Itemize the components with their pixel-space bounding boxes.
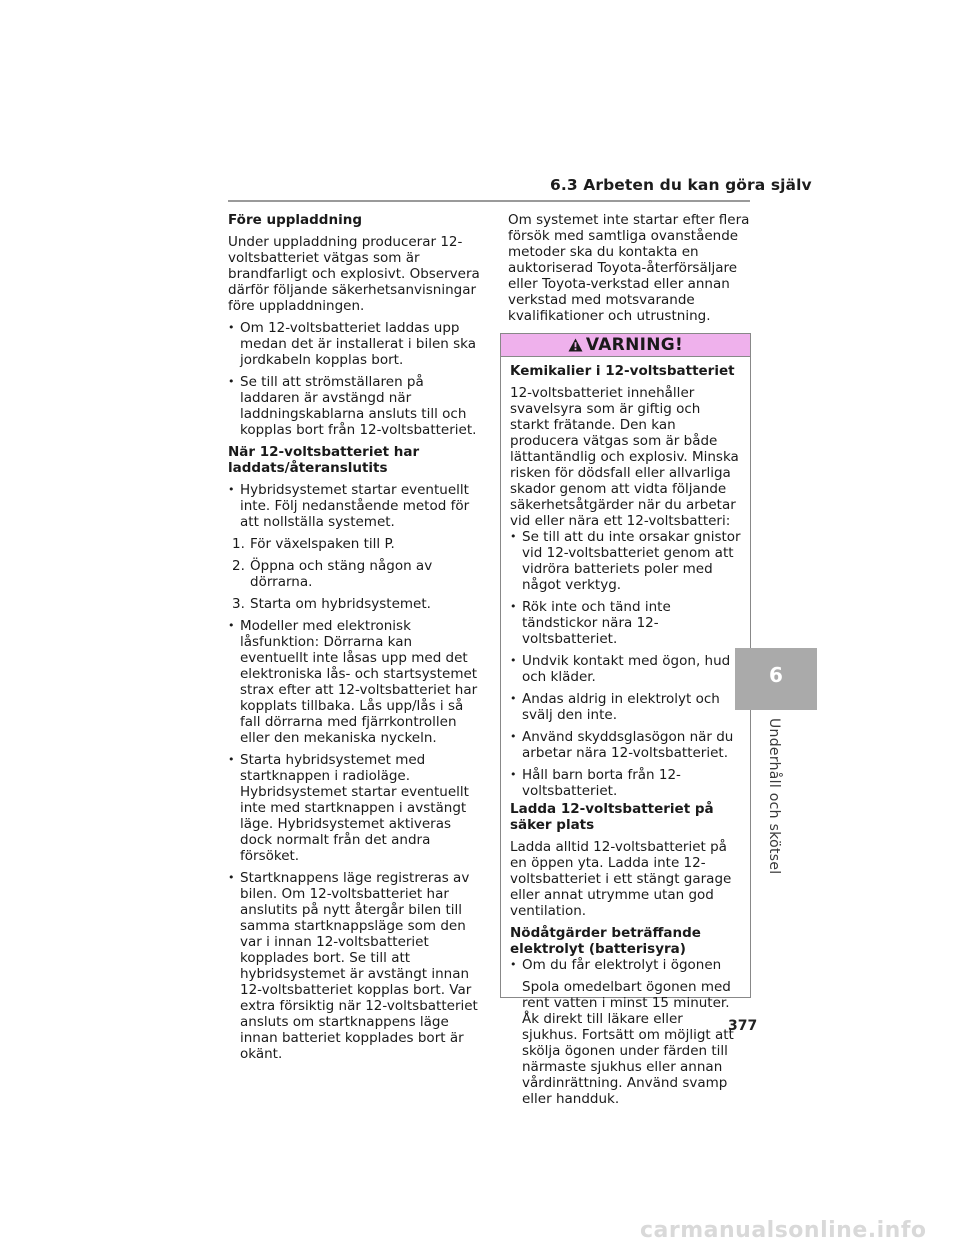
left-column: [228, 212, 480, 1068]
list-item: • Starta hybridsystemet med startknappen i radioläge. Hybridsystemet startar eventuellt inte med startknappen i avstängt läge. Hybridsystemet aktiveras dock normalt från det andra försöket.: [228, 752, 480, 864]
step-number: 1.: [232, 536, 245, 552]
list-item: • Andas aldrig in elektrolyt och svälj den inte.: [510, 691, 741, 723]
warning-title: VARNING!: [585, 335, 684, 355]
warning-heading-safe-place: Ladda 12-voltsbatteriet på säker plats: [510, 801, 714, 833]
list-item: • Startknappens läge registreras av bilen. Om 12-voltsbatteriet har anslutits på nytt återgår bilen till samma startknappsläge som den var i innan 12-voltsbatteriet kopplades bort. Se till att hybridsystemet är avstängt innan 12-voltsbatteriet kopplas bort. Var extra försiktig när 12-voltsbatteriet ansluts om startknappens läge innan batteriet kopplades bort är okänt.: [228, 870, 480, 1062]
warning-heading-emergency: Nödåtgärder beträffande elektrolyt (batterisyra): [510, 925, 701, 957]
page-number: 377: [728, 1018, 758, 1034]
list-item: • Undvik kontakt med ögon, hud och kläder.: [510, 653, 741, 685]
chapter-number: 6: [769, 663, 783, 687]
list-item: • Hybridsystemet startar eventuellt inte. Följ nedanstående metod för att nollställa systemet.: [228, 482, 480, 530]
step-text: Öppna och stäng någon av dörrarna.: [250, 558, 433, 590]
warning-paragraph: Ladda alltid 12-voltsbatteriet på en öppen yta. Ladda inte 12-voltsbatteriet i ett stängt garage eller annat utrymme utan god ventilation.: [510, 839, 732, 919]
list-item: • Rök inte och tänd inte tändstickor nära 12-voltsbatteriet.: [510, 599, 741, 647]
list-item: • Använd skyddsglasögon när du arbetar nära 12-voltsbatteriet.: [510, 729, 741, 761]
list-item: • Modeller med elektronisk låsfunktion: Dörrarna kan eventuellt inte låsas upp med det elektroniska lås- och startsystemet strax efter att 12-voltsbatteriet har kopplats tillbaka. Lås upp/lås i så fall dörrarna med fjärrkontrollen eller den mekaniska nyckeln.: [228, 618, 480, 746]
list-item: • Om du får elektrolyt i ögonen: [510, 957, 741, 973]
right-column-intro: [508, 212, 752, 330]
step-item: [232, 536, 480, 552]
warning-heading-chemicals: Kemikalier i 12-voltsbatteriet: [510, 363, 735, 379]
contact-paragraph: Om systemet inte startar efter flera försök med samtliga ovanstående metoder ska du kontakta en auktoriserad Toyota-återförsäljare eller Toyota-verkstad eller annan verkstad med motsvarande kvalifikationer och utrustning.: [508, 212, 750, 324]
warning-paragraph: Spola omedelbart ögonen med rent vatten i minst 15 minuter. Åk direkt till läkare eller sjukhus. Fortsätt om möjligt att skölja ögonen under färden till närmaste sjukhus eller annan vårdinrättning. Använd svamp eller handduk.: [522, 979, 734, 1107]
step-text: Starta om hybridsystemet.: [250, 596, 431, 612]
heading-after-charging: När 12-voltsbatteriet har laddats/återanslutits: [228, 444, 420, 476]
section-title: 6.3 Arbeten du kan göra själv: [550, 176, 812, 194]
step-number: 3.: [232, 596, 245, 612]
warning-body: [501, 357, 750, 1107]
step-number: 2.: [232, 558, 245, 574]
warning-header: [501, 334, 750, 357]
list-item: • Håll barn borta från 12-voltsbatteriet.: [510, 767, 741, 799]
header-divider: [228, 200, 750, 202]
intro-paragraph: Under uppladdning producerar 12-voltsbatteriet vätgas som är brandfarligt och explosivt. Observera därför följande säkerhetsanvisningar före uppladdningen.: [228, 234, 480, 314]
warning-paragraph: 12-voltsbatteriet innehåller svavelsyra som är giftig och starkt frätande. Den kan producera vätgas som är både lättantändlig och explosiv. Minska risken för dödsfall eller allvarliga skador genom att vidta följande säkerhetsåtgärder när du arbetar vid eller nära ett 12-voltsbatteri:: [510, 385, 739, 529]
warning-triangle-icon: [568, 338, 583, 352]
list-item: • Se till att strömställaren på laddaren är avstängd när laddningskablarna ansluts till och kopplas bort från 12-voltsbatteriet.: [228, 374, 480, 438]
step-item: [232, 596, 480, 612]
heading-before-charging: Före uppladdning: [228, 212, 362, 228]
watermark: carmanualsonline.info: [640, 1218, 927, 1243]
step-item: [232, 558, 480, 590]
step-text: För växelspaken till P.: [250, 536, 395, 552]
list-item: • Se till att du inte orsakar gnistor vid 12-voltsbatteriet genom att vidröra batteriets poler med något verktyg.: [510, 529, 741, 593]
list-item: • Om 12-voltsbatteriet laddas upp medan det är installerat i bilen ska jordkabeln kopplas bort.: [228, 320, 480, 368]
chapter-label: Underhåll och skötsel: [766, 718, 782, 875]
